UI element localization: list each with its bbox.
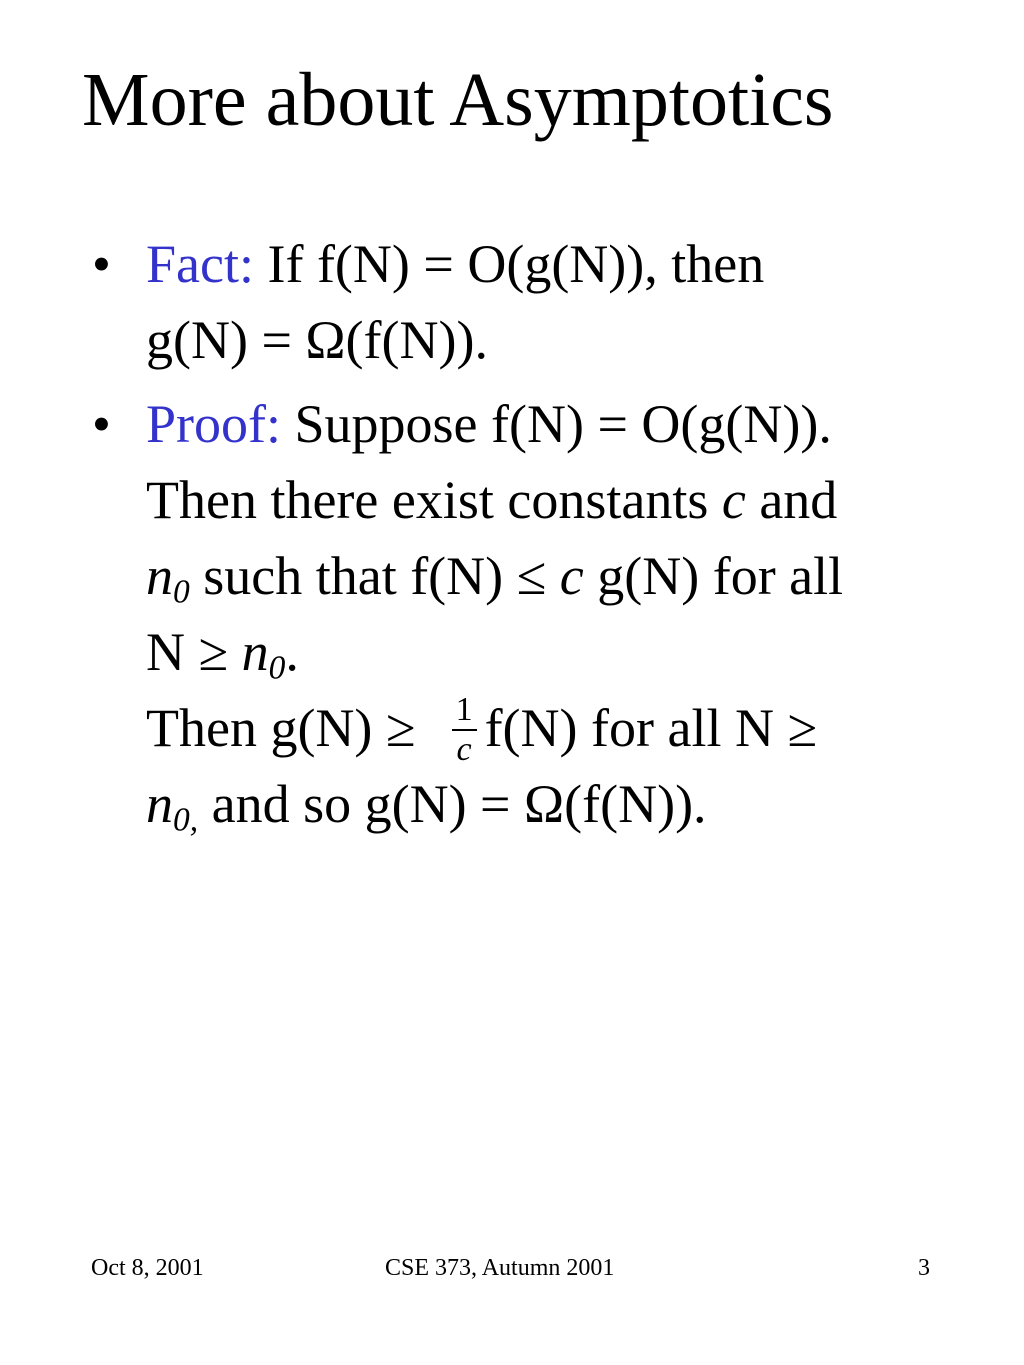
proof-line-4 [146,614,972,690]
proof-bullet [92,386,972,842]
proof-text-2b: and [745,470,838,530]
proof-text-4b: . [285,622,299,682]
footer-course: CSE 373, Autumn 2001 [385,1255,615,1281]
fraction-denominator: c [456,730,472,768]
footer-date: Oct 8, 2001 [91,1255,204,1281]
fact-line-2: g(N) = Ω(f(N)). [146,310,488,370]
constant-c: c [559,546,584,606]
n-zero-subscript: 0, [173,801,199,839]
proof-text-3a: such that f(N) ≤ [189,546,560,606]
proof-text-3b: g(N) for all [583,546,844,606]
proof-text-5a: Then g(N) ≥ [146,698,416,758]
fact-text-1: If f(N) = O(g(N)), then [253,234,765,294]
proof-line-2 [146,462,972,538]
proof-line-6 [146,766,972,842]
bullet-dot: • [92,234,111,294]
proof-text-1: Suppose f(N) = O(g(N)). [281,394,832,454]
n-zero-var: n [241,622,269,682]
fact-label: Fact: [146,234,254,294]
fact-bullet [92,226,972,378]
bullet-dot: • [92,394,111,454]
footer-page-number: 3 [918,1255,930,1281]
proof-text-5b: f(N) for all N ≥ [484,698,818,758]
proof-line-5 [146,690,972,766]
n-zero-subscript: 0 [268,649,286,687]
proof-text-2a: Then there exist constants [146,470,722,530]
n-zero-subscript: 0 [173,573,190,611]
proof-text-4a: N ≥ [146,622,242,682]
fact-line-1 [146,226,972,302]
slide-title: More about Asymptotics [82,58,834,142]
bullet-list [92,226,972,842]
n-zero-var: n [146,774,173,834]
proof-text-6: and so g(N) = Ω(f(N)). [198,774,707,834]
proof-line-1 [146,386,972,462]
fraction-one-over-c [452,691,477,769]
constant-c: c [721,470,746,530]
fraction-numerator: 1 [452,691,477,731]
proof-label: Proof: [146,394,281,454]
proof-line-3 [146,538,972,614]
n-zero-var: n [146,546,173,606]
